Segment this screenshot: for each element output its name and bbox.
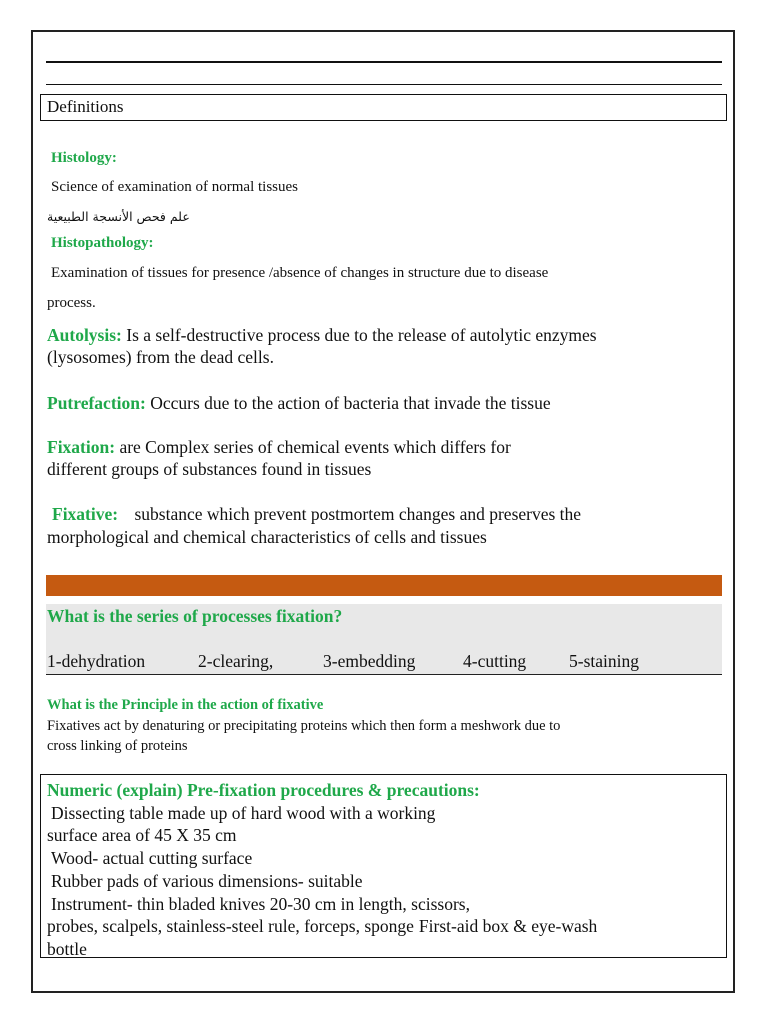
prefixation-item-cont [47, 915, 726, 938]
principle-question: What is the Principle in the action of fixative [47, 697, 324, 713]
step-item: 5-staining [569, 651, 639, 671]
histopathology-term: Histopathology: [51, 235, 154, 251]
step-item: 2-clearing, [198, 651, 274, 671]
prefixation-item [47, 802, 726, 825]
prefixation-text: Instrument- thin bladed knives 20-30 cm in length, scissors, [51, 893, 470, 914]
fixative-def-line2: morphological and chemical characteristics of cells and tissues [47, 527, 487, 547]
prefixation-text: Dissecting table made up of hard wood with a working [51, 802, 436, 823]
histopathology-def-line2: process. [47, 295, 96, 311]
step-item: 1-dehydration [47, 651, 146, 671]
putrefaction-definition [47, 392, 551, 414]
prefixation-title: Numeric (explain) Pre-fixation procedures & precautions: [47, 780, 480, 800]
fixative-def-line1: substance which prevent postmortem changes and preserves the [134, 504, 582, 524]
prefixation-box [40, 774, 727, 958]
putrefaction-term: Putrefaction: [47, 393, 146, 413]
prefixation-item-cont: bottle [47, 938, 87, 959]
prefixation-item [47, 870, 726, 893]
prefixation-text: Wood- actual cutting surface [51, 848, 253, 869]
fixation-term: Fixation: [47, 437, 116, 457]
histology-arabic: علم فحص الأنسجة الطبيعية [47, 209, 190, 224]
putrefaction-def: Occurs due to the action of bacteria that invade the tissue [150, 393, 551, 413]
series-steps [47, 651, 639, 672]
fixation-definition [47, 436, 511, 458]
autolysis-definition [47, 324, 597, 346]
principle-answer-line2: cross linking of proteins [47, 738, 188, 754]
prefixation-text: Rubber pads of various dimensions- suitable [51, 870, 363, 891]
fixation-def-line1: are Complex series of chemical events which differs for [119, 437, 511, 457]
series-question: What is the series of processes fixation? [47, 606, 343, 626]
step-item: 3-embedding [323, 651, 416, 671]
prefixation-item-cont: surface area of 45 X 35 cm [47, 825, 237, 846]
histopathology-def-line1: Examination of tissues for presence /absence of changes in structure due to disease [51, 265, 549, 281]
histopathology-definition [47, 265, 548, 282]
definitions-heading-box [40, 94, 727, 121]
histology-definition [47, 179, 298, 196]
histology-term: Histology: [51, 150, 117, 166]
fixative-definition [47, 503, 581, 525]
prefixation-text: First-aid box & eye-wash [418, 916, 598, 937]
header-rule-thin [46, 84, 722, 85]
principle-answer-line1: Fixatives act by denaturing or precipitating proteins which then form a meshwork due to [47, 718, 561, 734]
principle-answer [47, 716, 717, 756]
prefixation-text: probes, scalpels, stainless-steel rule, forceps, sponge [47, 916, 414, 937]
fixative-term: Fixative: [52, 504, 119, 524]
histopathology-heading [47, 235, 154, 252]
autolysis-def-line1: Is a self-destructive process due to the release of autolytic enzymes [126, 325, 597, 345]
histology-heading [47, 150, 117, 167]
autolysis-def-line2: (lysosomes) from the dead cells. [47, 347, 274, 367]
prefixation-item [47, 893, 726, 916]
section-divider-bar [46, 575, 722, 596]
step-item: 4-cutting [463, 651, 527, 671]
fixation-def-line2: different groups of substances found in tissues [47, 459, 372, 479]
header-rule-thick [46, 61, 722, 63]
autolysis-term: Autolysis: [47, 325, 122, 345]
prefixation-item [47, 847, 726, 870]
definitions-heading: Definitions [47, 97, 124, 116]
histology-def-text: Science of examination of normal tissues [51, 179, 299, 195]
